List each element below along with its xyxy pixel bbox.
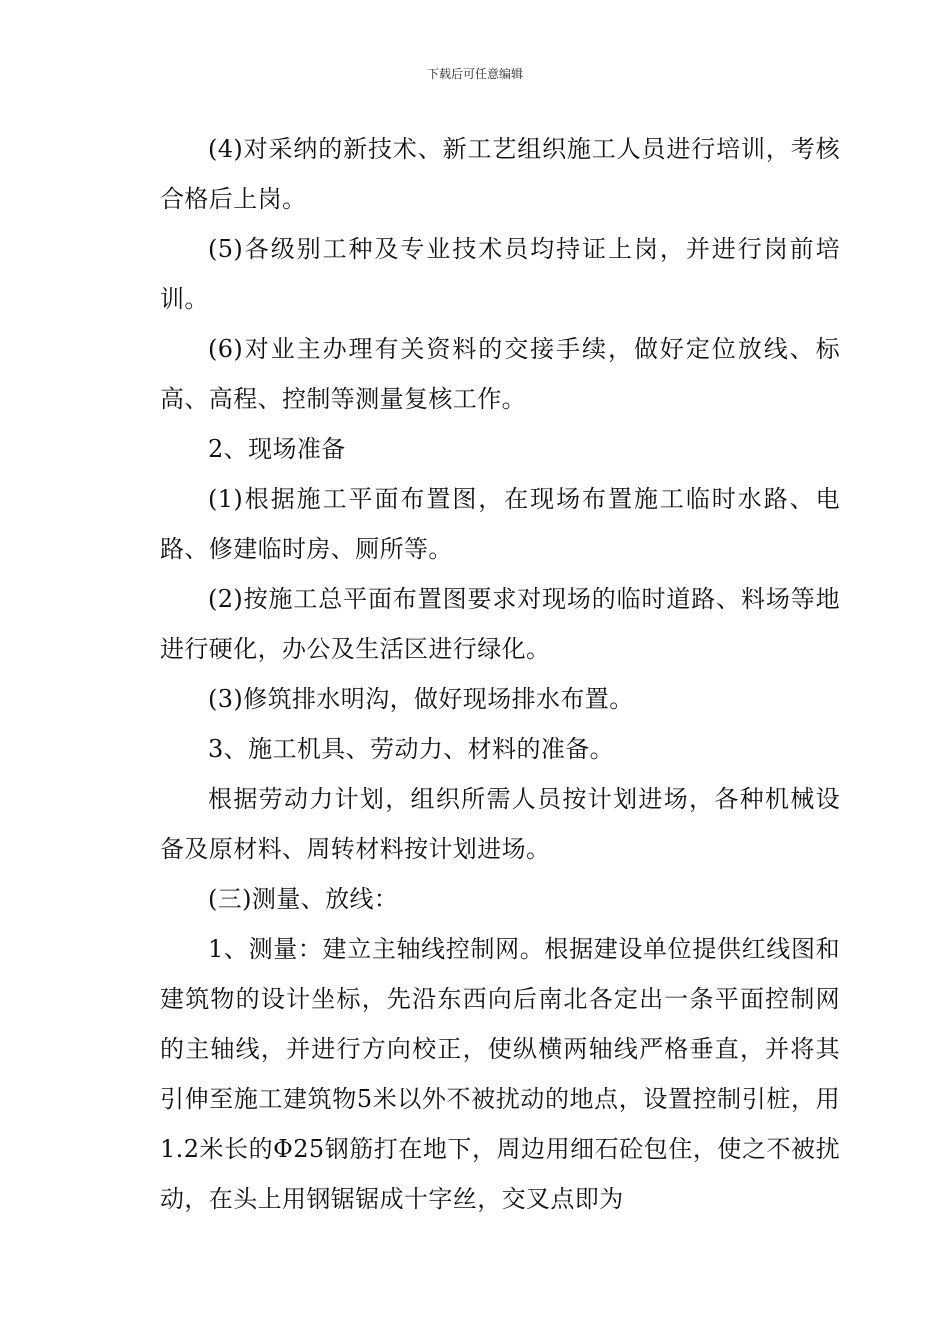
paragraph: (6)对业主办理有关资料的交接手续，做好定位放线、标高、高程、控制等测量复核工作。 — [160, 335, 840, 413]
section-heading: 2、现场准备 — [208, 435, 346, 463]
section-heading: 3、施工机具、劳动力、材料的准备。 — [208, 735, 615, 763]
paragraph: (3)修筑排水明沟，做好现场排水布置。 — [208, 685, 634, 713]
paragraph: 根据劳动力计划，组织所需人员按计划进场，各种机械设备及原材料、周转材料按计划进场。 — [160, 785, 840, 863]
page-header: 下载后可任意编辑 — [426, 67, 523, 81]
paragraph: 1、测量：建立主轴线控制网。根据建设单位提供红线图和建筑物的设计坐标，先沿东西向后南北各定出一条平面控制网的主轴线，并进行方向校正，使纵横两轴线严格垂直，并将其引伸至施工建筑物5米以外不被扰动的地点，设置控制引桩，用1.2米长的Φ25钢筋打在地下，周边用细石砼包住，使之不被扰动，在头上用钢锯锯成十字丝，交叉点即为 — [160, 935, 840, 1213]
paragraph: (2)按施工总平面布置图要求对现场的临时道路、料场等地进行硬化，办公及生活区进行绿化。 — [160, 585, 840, 663]
paragraph: (4)对采纳的新技术、新工艺组织施工人员进行培训，考核合格后上岗。 — [160, 135, 840, 213]
paragraph: (1)根据施工平面布置图，在现场布置施工临时水路、电路、修建临时房、厕所等。 — [160, 485, 840, 563]
section-heading: (三)测量、放线： — [208, 885, 399, 913]
document-body — [160, 124, 840, 1224]
paragraph: (5)各级别工种及专业技术员均持证上岗，并进行岗前培训。 — [160, 235, 840, 313]
